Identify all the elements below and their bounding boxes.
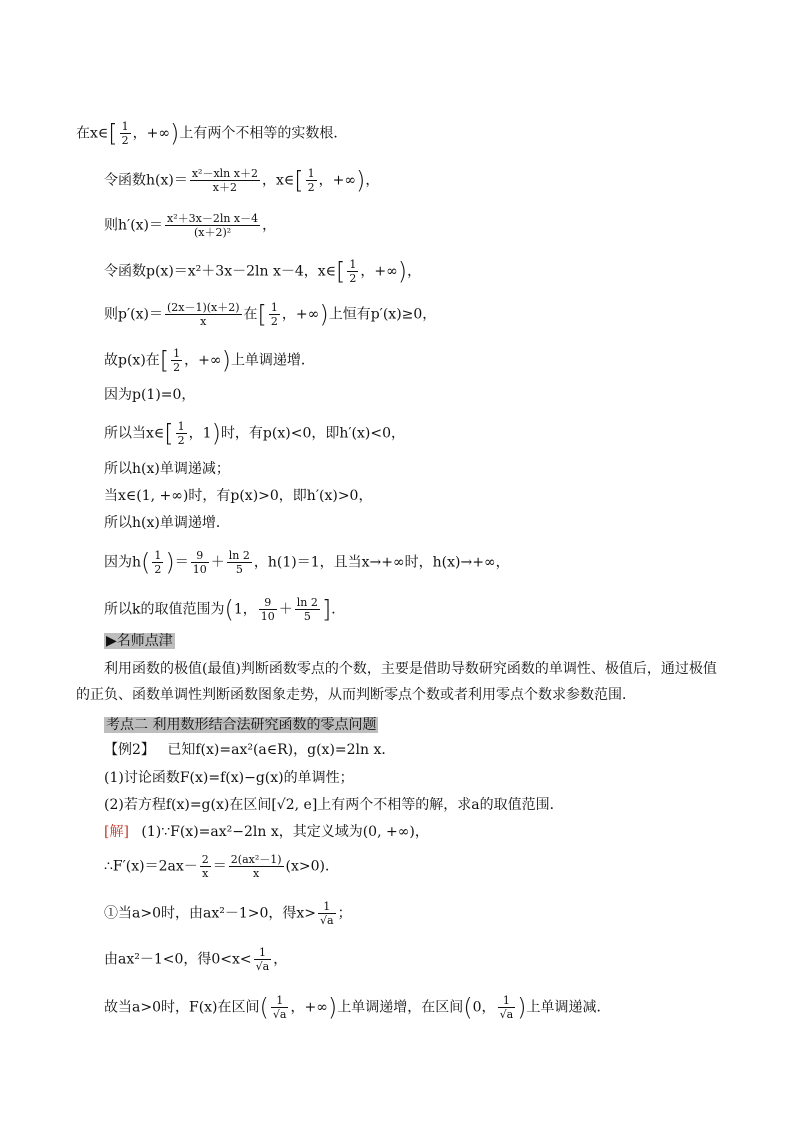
tip-label-text: ▶名师点津	[106, 633, 173, 649]
text-line: 则h′(x)＝ $\frac{\text{x²＋3x－2ln x－4}}{\text{(x＋2)²}}$ ，	[104, 212, 277, 239]
question-2: (2)若方程f(x)=g(x)在区间[√2, e]上有两个不相等的解，求a的取值范围．	[104, 797, 564, 813]
text-line: 由ax²－1<0，得0<x< $\frac{1}{√a}$ ，	[104, 946, 288, 973]
text-line: 令函数h(x)＝ $\frac{\text{x²－xln x＋2}}{x+2}$ ，x∈[ $\frac{1}{2}$ ，+∞)，	[104, 166, 380, 195]
text-line: ①当a>0时，由ax²－1>0，得x> $\frac{1}{√a}$ ；	[104, 900, 352, 927]
example-label: 【例2】	[104, 742, 155, 758]
tip-label	[104, 632, 175, 650]
tip-paragraph: 利用函数的极值(最值)判断函数零点的个数，主要是借助导数研究函数的单调性、极值后，通过极值的正负、函数单调性判断函数图象走势，从而判断零点个数或者利用零点个数求参数范围．	[76, 661, 717, 703]
line-10: 当x∈(1, +∞)时，有p(x)>0，即h′(x)>0，	[104, 488, 373, 504]
example-line	[104, 741, 395, 759]
text-line: 因为h( $\frac{1}{2}$ )＝ $\frac{9}{10}$ ＋ $\frac{\ln 2}{5}$ ，h(1)＝1，且当x→+∞时，h(x)→+∞，	[104, 548, 510, 577]
text-line: 在x∈[ $\frac{1}{2}$ ，+∞)上有两个不相等的实数根．	[76, 119, 348, 148]
line-9: 所以h(x)单调递减；	[104, 461, 230, 477]
solution-text-1: (1)∵F(x)=ax²−2ln x，其定义域为(0, +∞)，	[141, 824, 429, 840]
section-title-text: 考点二 利用数形结合法研究函数的零点问题	[106, 717, 377, 733]
text-line: 则p′(x)＝ $\frac{(2x-1)(x+2)}{x}$ 在[ $\frac{1}{2}$ ，+∞)上恒有p′(x)≥0，	[104, 300, 437, 329]
text-line: 所以当x∈[ $\frac{1}{2}$ ，1)时，有p(x)<0，即h′(x)<0，	[104, 419, 406, 448]
text-line: 所以k的取值范围为(1， $\frac{9}{10}$ ＋ $\frac{\ln 2}{5}$ ]．	[104, 595, 346, 624]
line-11: 所以h(x)单调递增．	[104, 515, 230, 531]
example-statement: 已知f(x)=ax²(a∈R)，g(x)=2ln x．	[167, 742, 396, 758]
text-line: 故p(x)在[ $\frac{1}{2}$ ，+∞)上单调递增．	[104, 346, 315, 375]
section-title	[104, 716, 378, 734]
text-line: 令函数p(x)＝x²＋3x－2ln x－4，x∈[ $\frac{1}{2}$ ，+∞)，	[104, 257, 422, 286]
solution-label: [解]	[104, 824, 129, 840]
text-line: 故当a>0时，F(x)在区间( $\frac{1}{√a}$ ，+∞)上单调递增，在区间(0， $\frac{1}{√a}$ )上单调递减．	[104, 993, 611, 1022]
line-7: 因为p(1)=0，	[104, 387, 196, 403]
question-1: (1)讨论函数F(x)=f(x)−g(x)的单调性；	[104, 770, 354, 786]
solution-line-1	[104, 823, 429, 841]
text-line: ∴F′(x)＝2ax－ $\frac{2}{x}$ ＝ $\frac{\text{2(ax²－1)}}{x}$ (x>0)．	[104, 853, 340, 880]
